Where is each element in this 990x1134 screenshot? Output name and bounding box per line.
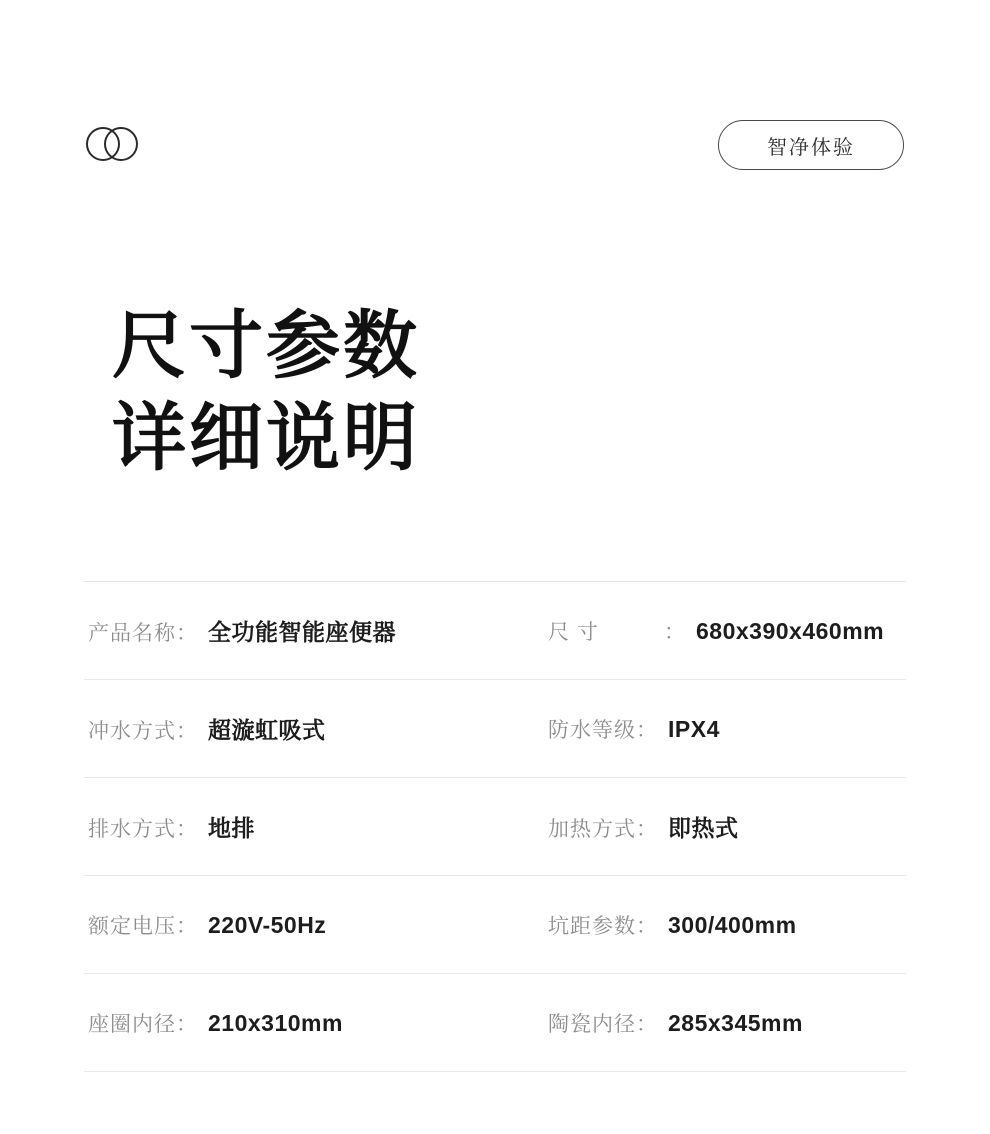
spec-value: 超漩虹吸式	[208, 717, 326, 743]
spec-label: 额定电压	[88, 914, 176, 938]
table-row	[84, 778, 906, 876]
spec-colon: ：	[636, 914, 658, 938]
spec-value: 300/400mm	[668, 911, 797, 938]
spec-colon: ：	[176, 914, 198, 938]
spec-value: IPX4	[668, 715, 720, 742]
spec-value: 全功能智能座便器	[208, 619, 396, 645]
spec-value: 即热式	[668, 815, 739, 841]
spec-table	[84, 581, 906, 1072]
spec-colon: ：	[176, 1012, 198, 1036]
spec-label: 坑距参数	[548, 914, 636, 938]
spec-value: 680x390x460mm	[696, 617, 885, 644]
spec-item	[84, 1008, 516, 1038]
table-row	[84, 582, 906, 680]
table-row	[84, 974, 906, 1072]
spec-item	[84, 614, 516, 647]
spec-colon: ：	[176, 720, 198, 743]
page-title-line-2: 详细说明	[112, 396, 420, 479]
spec-item	[516, 714, 906, 744]
double-ring-logo-icon	[86, 127, 142, 163]
spec-colon: ：	[176, 818, 198, 841]
logo-ring-right	[104, 127, 138, 161]
table-row	[84, 876, 906, 974]
spec-colon: ：	[636, 818, 658, 841]
spec-label: 排水方式	[88, 818, 176, 841]
spec-item	[516, 1008, 906, 1038]
status-badge: 智净体验	[718, 120, 904, 170]
table-row	[84, 680, 906, 778]
spec-item	[516, 910, 906, 940]
spec-label: 防水等级	[548, 718, 636, 742]
spec-value: 210x310mm	[208, 1009, 343, 1036]
page-title-line-1: 尺寸参数	[112, 304, 420, 387]
spec-item	[516, 616, 906, 646]
spec-value: 220V-50Hz	[208, 911, 327, 938]
spec-colon: ：	[636, 718, 658, 742]
spec-item	[84, 712, 516, 745]
spec-colon: ：	[664, 620, 686, 644]
spec-value: 地排	[208, 815, 255, 841]
spec-label: 尺 寸	[548, 620, 599, 644]
spec-label: 产品名称	[88, 622, 176, 645]
spec-item	[84, 910, 516, 940]
spec-label: 陶瓷内径	[548, 1012, 636, 1036]
spec-label: 冲水方式	[88, 720, 176, 743]
spec-colon: ：	[176, 622, 198, 645]
page-title	[112, 300, 420, 484]
spec-item	[84, 810, 516, 843]
spec-value: 285x345mm	[668, 1009, 803, 1036]
spec-label: 座圈内径	[88, 1012, 176, 1036]
page-header	[86, 112, 904, 178]
spec-label: 加热方式	[548, 818, 636, 841]
spec-colon: ：	[636, 1012, 658, 1036]
spec-item	[516, 810, 906, 843]
